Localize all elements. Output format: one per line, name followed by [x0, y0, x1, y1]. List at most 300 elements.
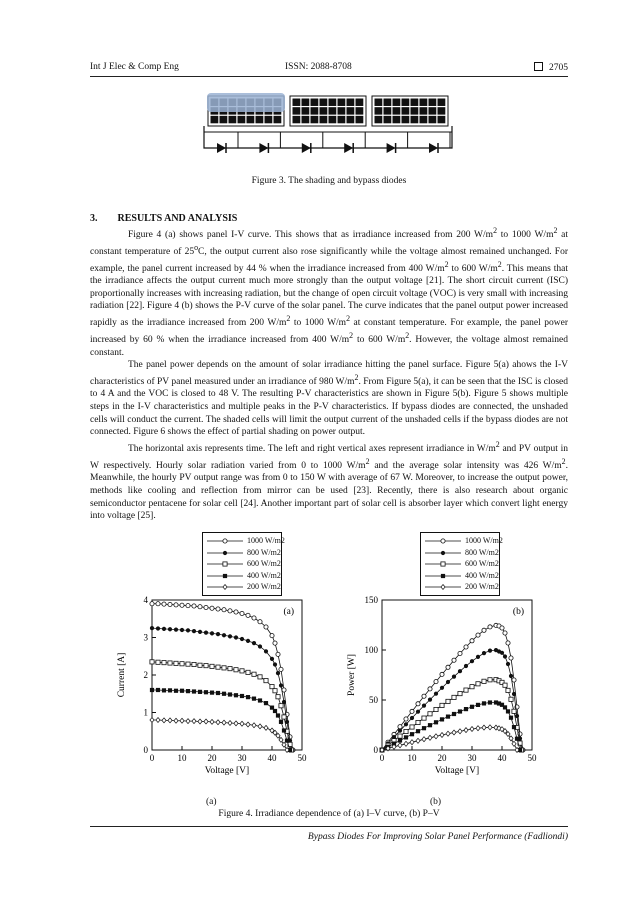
bypass-diode-icon: [302, 132, 323, 153]
data-point: [204, 631, 208, 635]
solar-cell: [274, 116, 282, 123]
data-point: [222, 666, 226, 670]
solar-cell: [256, 116, 264, 123]
data-point: [223, 539, 227, 543]
data-point: [428, 723, 432, 727]
figure4-label-b: (b): [430, 797, 442, 807]
solar-cell: [429, 107, 437, 114]
data-point: [246, 670, 250, 674]
solar-cell: [438, 116, 446, 123]
panel-frame: [372, 96, 448, 126]
data-point: [192, 689, 196, 693]
data-point: [398, 738, 402, 742]
data-point: [252, 672, 256, 676]
solar-cell: [311, 116, 319, 123]
data-point: [150, 602, 154, 606]
paragraph: The horizontal axis represents time. The left and right vertical axes represent irradiance in $W/m^2$ and PV output in W respectively. Hourly solar radiation varied from 0 to 1000 $W/m^2$ and the average solar intensity was 426 $W/m^2$. Meanwhile, the hourly PV output range was from 0 to 150 W with average of 67 W. Moreover, to increase the output power, methods like cooling and reflection from mirror can be used [23]. Recently, there is also research about organic semiconductor pentacene for solar cell [24]. Another important part of solar cell is absorber layer which convert light energy into voltage [25].: [90, 439, 568, 522]
data-point: [452, 712, 456, 716]
y-tick-label: 0: [143, 745, 148, 755]
x-tick-label: 10: [407, 753, 417, 763]
data-point: [452, 695, 456, 699]
pv-curve-chart: [340, 592, 545, 777]
x-tick-label: 30: [237, 753, 247, 763]
data-point: [458, 651, 462, 655]
data-point: [422, 704, 426, 708]
data-point: [441, 539, 445, 543]
running-footer: Bypass Diodes For Improving Solar Panel Performance (Fadliondi): [307, 832, 568, 842]
data-point: [488, 678, 492, 682]
header-rule: [90, 76, 568, 77]
x-axis-label: Voltage [V]: [434, 766, 480, 776]
data-point: [440, 672, 444, 676]
data-point: [482, 628, 486, 632]
data-point: [222, 692, 226, 696]
legend-label: 200 W/m2: [465, 582, 499, 591]
data-point: [150, 660, 154, 664]
solar-cell: [429, 116, 437, 123]
data-point: [270, 657, 274, 661]
data-point: [470, 659, 474, 663]
solar-cell: [347, 107, 355, 114]
data-point: [464, 688, 468, 692]
legend-label: 200 W/m2: [247, 582, 281, 591]
data-point: [240, 669, 244, 673]
bypass-diode-icon: [344, 132, 365, 153]
data-point: [509, 656, 513, 660]
data-point: [252, 641, 256, 645]
x-tick-label: 10: [177, 753, 187, 763]
data-point: [476, 703, 480, 707]
data-point: [434, 720, 438, 724]
data-point: [270, 634, 274, 638]
footer-rule: [90, 826, 568, 827]
data-point: [240, 611, 244, 615]
data-point: [440, 686, 444, 690]
data-point: [198, 630, 202, 634]
legend-label: 1000 W/m2: [247, 536, 285, 545]
bypass-wire: [204, 126, 452, 148]
data-point: [228, 667, 232, 671]
solar-cell: [384, 107, 392, 114]
legend-entry: [421, 548, 499, 558]
data-point: [282, 688, 286, 692]
data-point: [441, 573, 445, 577]
data-point: [162, 661, 166, 665]
data-point: [512, 709, 516, 713]
data-point: [204, 664, 208, 668]
solar-cell: [229, 116, 237, 123]
data-point: [506, 662, 510, 666]
legend-entry: [203, 559, 281, 569]
data-point: [440, 717, 444, 721]
data-point: [458, 669, 462, 673]
data-point: [441, 562, 445, 566]
data-point: [476, 633, 480, 637]
shade-overlay: [207, 93, 285, 112]
x-tick-label: 0: [149, 753, 155, 763]
solar-cell: [393, 116, 401, 123]
y-tick-label: 3: [143, 632, 148, 643]
data-point: [273, 641, 277, 645]
solar-cell: [356, 107, 364, 114]
data-point: [503, 683, 507, 687]
data-point: [515, 737, 519, 741]
data-point: [252, 697, 256, 701]
solar-cell: [393, 99, 401, 106]
data-point: [276, 695, 280, 699]
data-point: [223, 573, 227, 577]
legend-entry: [421, 536, 503, 546]
section-heading: [90, 213, 237, 224]
solar-cell: [393, 107, 401, 114]
data-point: [258, 698, 262, 702]
data-point: [476, 682, 480, 686]
legend-label: 400 W/m2: [247, 570, 281, 580]
data-point: [204, 690, 208, 694]
bypass-diode-icon: [429, 132, 450, 153]
data-point: [210, 691, 214, 695]
data-point: [216, 607, 220, 611]
data-point: [452, 675, 456, 679]
legend-entry: [421, 582, 499, 592]
data-point: [422, 726, 426, 730]
solar-cell: [302, 99, 310, 106]
solar-cell: [420, 107, 428, 114]
data-point: [503, 705, 507, 709]
data-point: [482, 701, 486, 705]
solar-cell: [338, 107, 346, 114]
bypass-diode-icon: [387, 132, 408, 153]
data-point: [446, 715, 450, 719]
y-tick-label: 100: [364, 645, 378, 655]
panel-label: (b): [512, 607, 524, 617]
solar-cell: [311, 107, 319, 114]
solar-cell: [411, 107, 419, 114]
data-point: [482, 651, 486, 655]
data-point: [434, 692, 438, 696]
data-point: [476, 655, 480, 659]
data-point: [216, 665, 220, 669]
data-point: [506, 709, 510, 713]
data-point: [156, 688, 160, 692]
data-point: [428, 698, 432, 702]
data-point: [168, 602, 172, 606]
data-point: [276, 671, 280, 675]
y-tick-label: 4: [143, 595, 148, 605]
y-tick-label: 0: [373, 745, 378, 755]
data-point: [264, 701, 268, 705]
data-point: [470, 639, 474, 643]
data-point: [264, 679, 268, 683]
data-point: [422, 716, 426, 720]
data-point: [279, 704, 283, 708]
data-point: [398, 725, 402, 729]
legend-label: 1000 W/m2: [465, 536, 503, 545]
y-axis-label: Power [W]: [347, 654, 357, 696]
solar-cell: [375, 99, 383, 106]
solar-cell: [302, 116, 310, 123]
data-point: [174, 628, 178, 632]
solar-cell: [265, 116, 273, 123]
data-point: [398, 734, 402, 738]
x-tick-label: 20: [437, 753, 447, 763]
data-point: [174, 603, 178, 607]
shading-bypass-diode-figure: [200, 92, 460, 164]
data-point: [240, 637, 244, 641]
data-point: [223, 550, 227, 554]
data-point: [416, 710, 420, 714]
x-tick-label: 40: [267, 753, 277, 763]
x-axis-label: Voltage [V]: [204, 766, 250, 776]
figure4-caption: Figure 4. Irradiance dependence of (a) I–V curve, (b) P–V: [218, 809, 440, 819]
solar-cell: [384, 99, 392, 106]
legend-label: 600 W/m2: [465, 559, 499, 568]
data-point: [416, 729, 420, 733]
data-point: [156, 626, 160, 630]
solar-cell: [375, 107, 383, 114]
journal-name: Int J Elec & Comp Eng: [90, 62, 179, 72]
data-point: [204, 605, 208, 609]
plot-frame: [152, 600, 302, 750]
data-point: [404, 735, 408, 739]
solar-cell: [429, 99, 437, 106]
legend-symbol: [423, 548, 463, 558]
data-point: [440, 703, 444, 707]
data-point: [180, 662, 184, 666]
data-point: [174, 661, 178, 665]
section-title: RESULTS AND ANALYSIS: [117, 213, 238, 224]
solar-cell: [329, 99, 337, 106]
data-point: [446, 699, 450, 703]
data-point: [410, 709, 414, 713]
solar-cell: [356, 99, 364, 106]
data-point: [246, 639, 250, 643]
data-point: [210, 606, 214, 610]
page-number-block: [534, 62, 568, 73]
legend-symbol: [205, 582, 245, 592]
legend-label: 400 W/m2: [465, 570, 499, 580]
solar-cell: [411, 116, 419, 123]
data-point: [282, 728, 286, 732]
legend-entry: [421, 571, 499, 581]
data-point: [186, 628, 190, 632]
data-point: [500, 651, 504, 655]
data-point: [470, 685, 474, 689]
data-point: [509, 697, 513, 701]
iv-chart-legend: [202, 532, 285, 596]
data-point: [285, 739, 289, 743]
data-point: [416, 702, 420, 706]
solar-cell: [347, 116, 355, 123]
data-point: [273, 709, 277, 713]
solar-cell: [320, 116, 328, 123]
data-point: [446, 665, 450, 669]
data-point: [174, 689, 178, 693]
solar-cell: [220, 116, 228, 123]
data-point: [434, 707, 438, 711]
data-point: [279, 667, 283, 671]
data-point: [234, 693, 238, 697]
solar-cell: [293, 116, 301, 123]
solar-cell: [420, 99, 428, 106]
panel-label: (a): [283, 607, 294, 617]
legend-symbol: [423, 582, 463, 592]
bypass-diode-icon: [259, 132, 280, 153]
data-point: [222, 633, 226, 637]
solar-cell: [247, 116, 255, 123]
data-point: [404, 729, 408, 733]
data-point: [252, 616, 256, 620]
data-point: [228, 609, 232, 613]
data-point: [446, 680, 450, 684]
data-point: [228, 634, 232, 638]
solar-cell: [438, 107, 446, 114]
data-point: [150, 626, 154, 630]
data-point: [180, 603, 184, 607]
data-point: [198, 605, 202, 609]
data-point: [162, 627, 166, 631]
legend-symbol: [423, 536, 463, 546]
data-point: [246, 613, 250, 617]
figure4-label-a: (a): [206, 797, 217, 807]
data-point: [509, 716, 513, 720]
data-point: [410, 716, 414, 720]
data-point: [416, 720, 420, 724]
issn: ISSN: 2088-8708: [285, 62, 352, 72]
data-point: [246, 695, 250, 699]
legend-symbol: [205, 559, 245, 569]
solar-cell: [238, 116, 246, 123]
data-point: [216, 632, 220, 636]
data-point: [276, 713, 280, 717]
solar-cell: [402, 107, 410, 114]
solar-cell: [347, 99, 355, 106]
data-point: [264, 649, 268, 653]
data-point: [222, 608, 226, 612]
solar-cell: [384, 116, 392, 123]
data-point: [488, 649, 492, 653]
y-axis-label: Current [A]: [117, 652, 127, 698]
data-point: [452, 658, 456, 662]
data-point: [503, 631, 507, 635]
y-tick-label: 50: [369, 695, 378, 705]
section-number: 3.: [90, 213, 98, 224]
data-point: [240, 694, 244, 698]
panel-frame: [290, 96, 366, 126]
data-point: [264, 625, 268, 629]
data-point: [282, 715, 286, 719]
solar-cell: [293, 107, 301, 114]
data-point: [234, 668, 238, 672]
solar-cell: [420, 116, 428, 123]
data-point: [210, 631, 214, 635]
solar-cell: [402, 116, 410, 123]
data-point: [162, 688, 166, 692]
x-tick-label: 50: [297, 753, 307, 763]
solar-cell: [411, 99, 419, 106]
solar-cell: [320, 99, 328, 106]
solar-cell: [320, 107, 328, 114]
data-point: [458, 709, 462, 713]
x-tick-label: 20: [207, 753, 217, 763]
data-point: [234, 635, 238, 639]
legend-entry: [421, 559, 499, 569]
data-point: [279, 683, 283, 687]
data-point: [428, 712, 432, 716]
solar-cell: [293, 99, 301, 106]
data-point: [180, 689, 184, 693]
data-point: [464, 707, 468, 711]
solar-cell: [329, 107, 337, 114]
data-point: [273, 689, 277, 693]
solar-cell: [402, 99, 410, 106]
legend-symbol: [205, 571, 245, 581]
data-point: [192, 604, 196, 608]
data-point: [168, 627, 172, 631]
solar-panel: [372, 96, 448, 126]
data-point: [458, 692, 462, 696]
x-tick-label: 0: [379, 753, 385, 763]
y-tick-label: 150: [364, 595, 378, 605]
data-point: [404, 722, 408, 726]
data-point: [464, 645, 468, 649]
legend-label: 800 W/m2: [247, 547, 281, 557]
data-point: [279, 720, 283, 724]
data-point: [192, 662, 196, 666]
data-point: [434, 680, 438, 684]
page-number: 2705: [549, 63, 568, 73]
data-point: [441, 585, 445, 590]
data-point: [464, 664, 468, 668]
data-point: [276, 652, 280, 656]
data-point: [270, 685, 274, 689]
data-point: [186, 604, 190, 608]
data-point: [470, 705, 474, 709]
data-point: [512, 725, 516, 729]
bypass-diode-icon: [217, 132, 238, 153]
solar-cell: [211, 116, 219, 123]
data-point: [180, 628, 184, 632]
data-point: [186, 689, 190, 693]
paragraph: The panel power depends on the amount of solar irradiance hitting the panel surface. Figure 5(a) ahows the I-V characteristics of PV panel measured under an irradiance of 980 $W/m^2$. From Figure 5(a), it can be seen that the ISC is closed to 4 A and the VOC is closed to 48 V. The resulting P-V characteristics are shown in Figure 5(b). Figure 5 shows multiple steps in the I-V characteristics and multiple peaks in the P-V characteristics. If bypass diodes are connected, the unshaded cells will conduct the current. The shaded cells will limit the output current of the unshaded cells if the bypass diodes are not connected. Figure 6 shows the effect of partial shading on power output.: [90, 360, 569, 438]
pv-chart-legend: [420, 532, 503, 596]
data-point: [410, 725, 414, 729]
legend-label: 600 W/m2: [247, 559, 281, 568]
data-point: [168, 661, 172, 665]
legend-entry: [203, 548, 281, 558]
legend-symbol: [423, 559, 463, 569]
legend-label: 800 W/m2: [465, 547, 499, 557]
data-point: [210, 664, 214, 668]
data-point: [168, 688, 172, 692]
solar-cell: [311, 99, 319, 106]
data-point: [186, 662, 190, 666]
solar-panel: [207, 93, 285, 126]
solar-cell: [375, 116, 383, 123]
solar-cell: [356, 116, 364, 123]
data-point: [234, 610, 238, 614]
legend-symbol: [423, 571, 463, 581]
paragraph: Figure 4 (a) shows panel I-V curve. This shows that as irradiance increased from 200 $W/m^2$ to 1000 $W/m^2$ at constant temperature of 25$^o$C, the output current also rose significantly while the voltage almost remained unchanged. For example, the panel current increased by 44 % when the irradiance increased from 400 $W/m^2$ to 600 $W/m^2$. This means that the irradiance affects the output current much more strongly than the output voltage [21]. The short circuit current (ISC) proportionally increases with increasing radiation, but the change of open circuit voltage (VOC) is very small with increasing radiation [22]. Figure 4 (b) shows the P-V curve of the solar panel. The curve indicates that the panel output power increased rapidly as the irradiance increased from 200 $W/m^2$ to 1000 $W/m^2$ at constant temperature. For example, the panel power increased by 60 % when the irradiance increased from 400 $W/m^2$ to 600 $W/m^2$. However, the voltage almost remained constant.: [90, 226, 569, 358]
data-point: [398, 729, 402, 733]
solar-cell: [329, 116, 337, 123]
data-point: [216, 691, 220, 695]
data-point: [482, 679, 486, 683]
data-point: [410, 732, 414, 736]
data-point: [506, 641, 510, 645]
data-point: [404, 717, 408, 721]
legend-entry: [203, 571, 281, 581]
